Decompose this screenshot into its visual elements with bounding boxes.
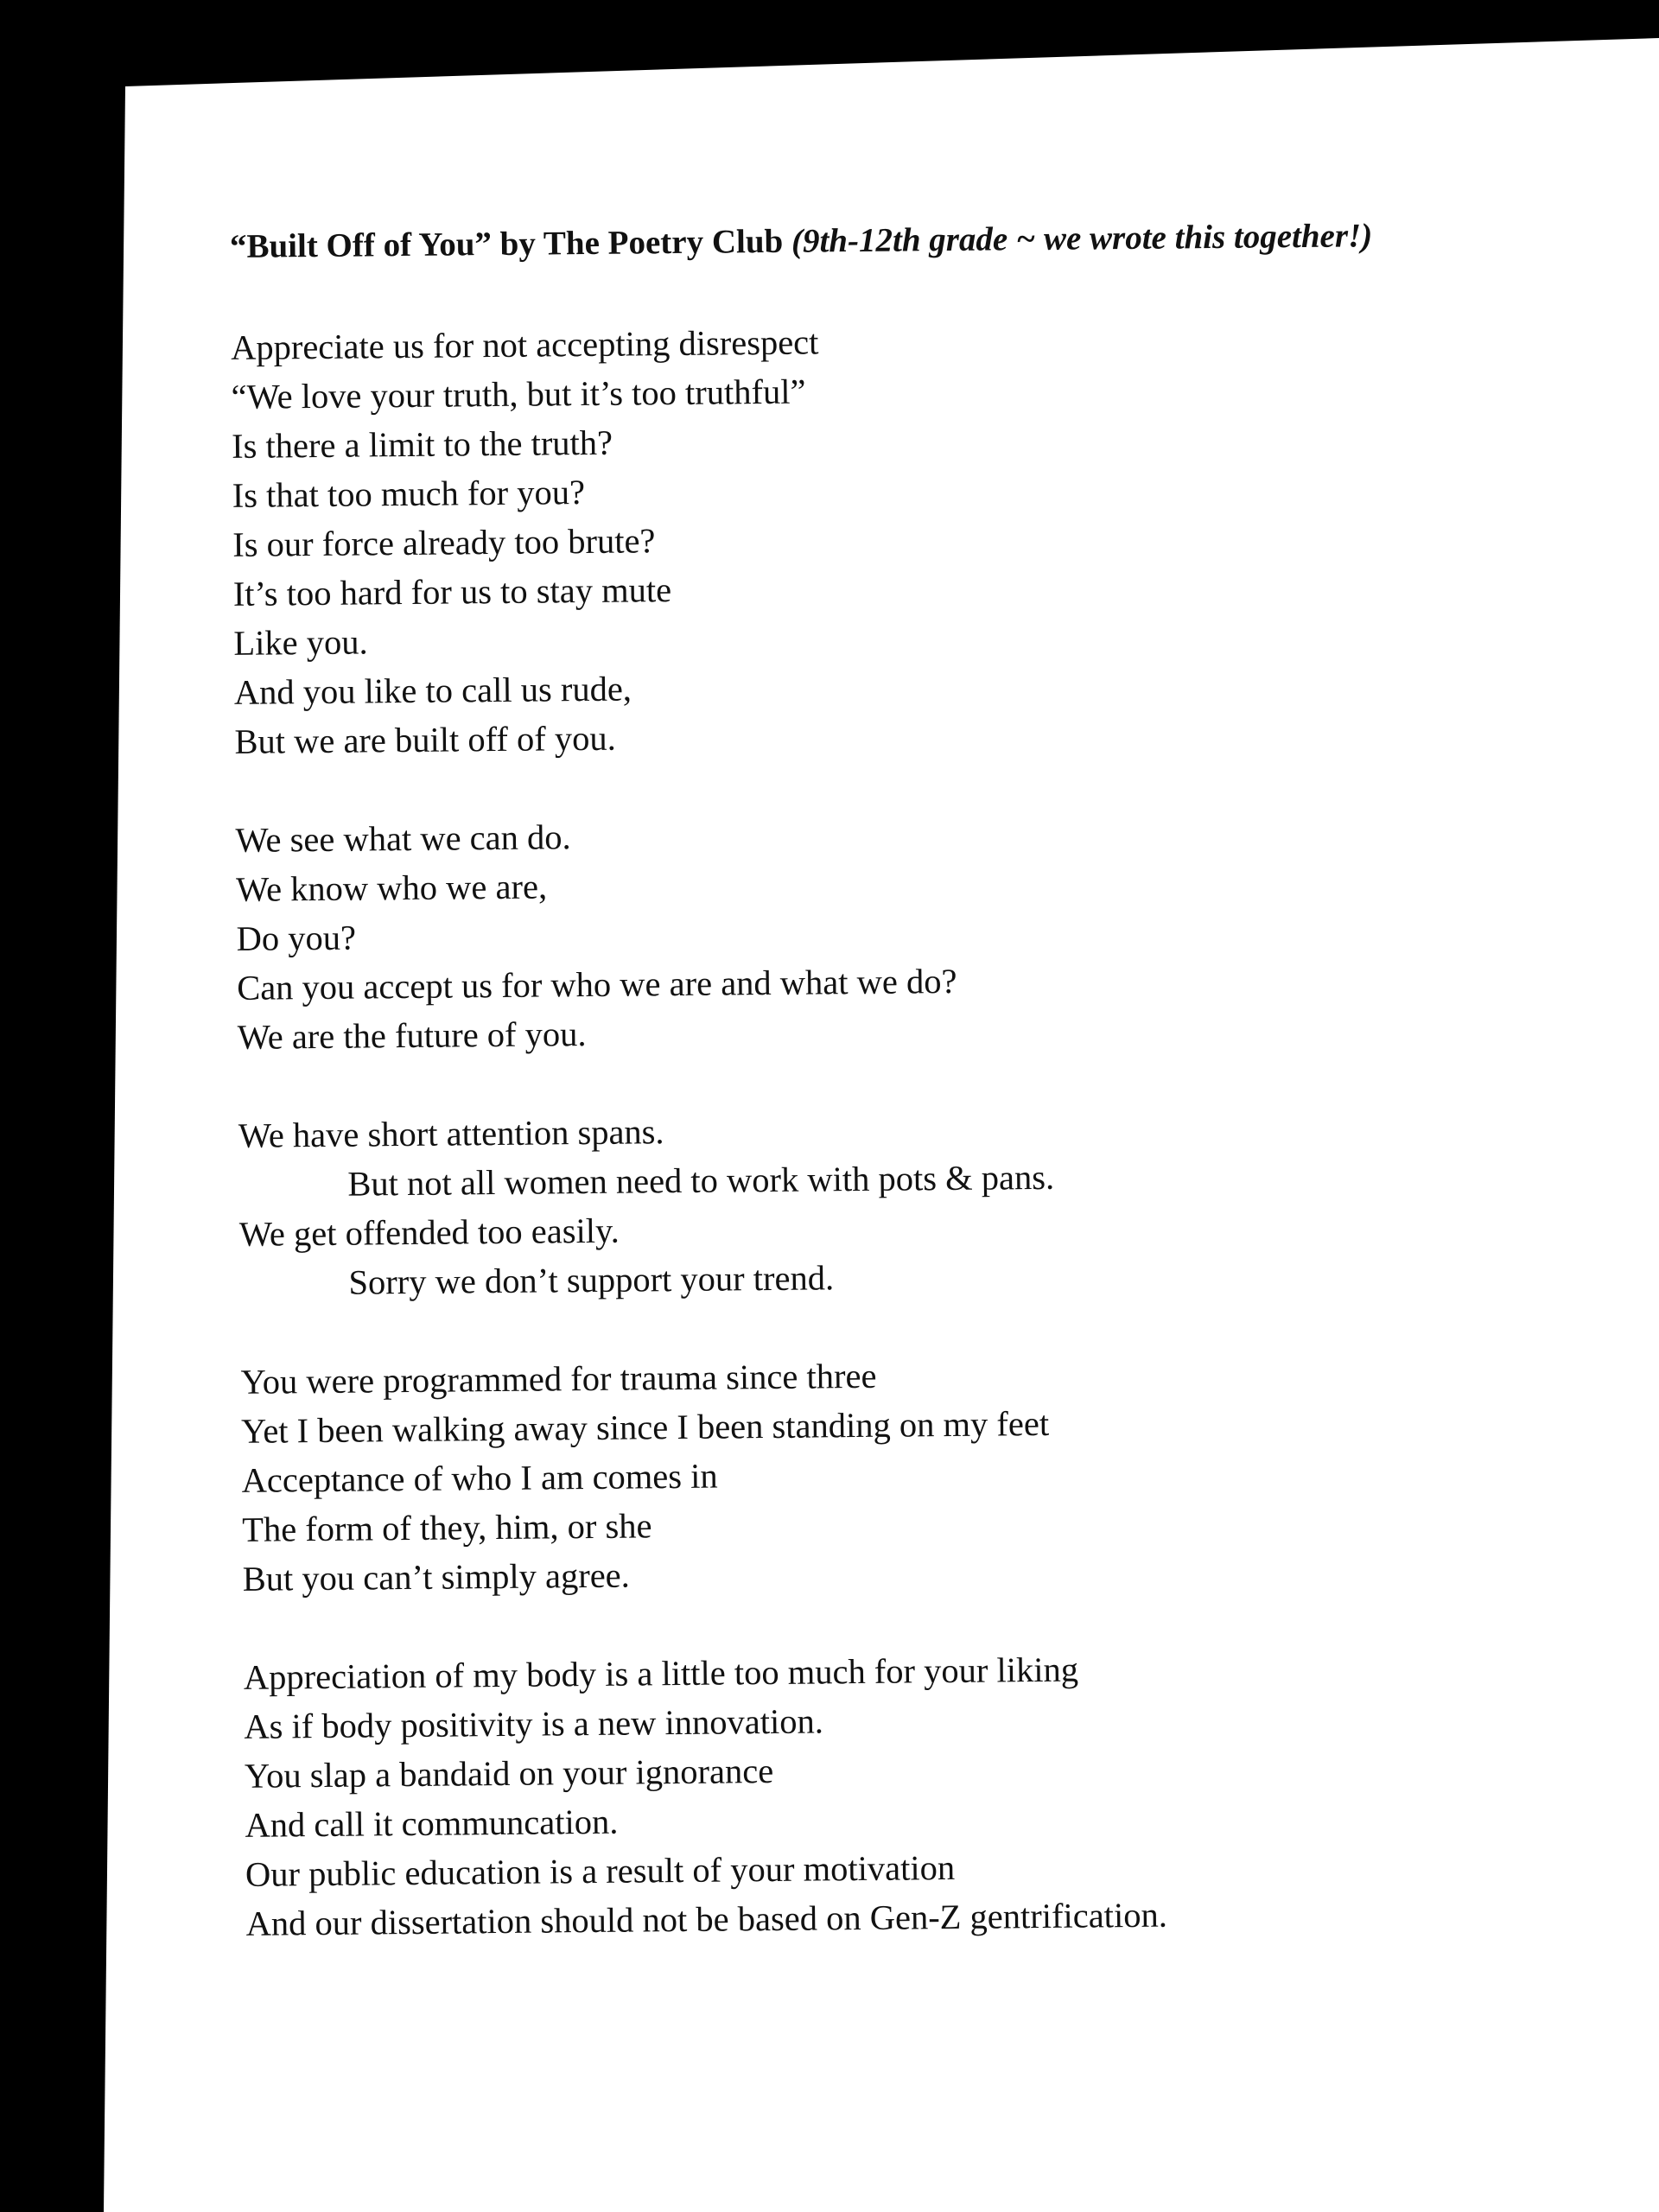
poem-line: You slap a bandaid on your ignorance — [244, 1751, 774, 1796]
poem-line: As if body positivity is a new innovation. — [244, 1701, 824, 1746]
poem-line: Yet I been walking away since I been standing on my feet — [240, 1403, 1050, 1451]
poem-line: And our dissertation should not be based on Gen-Z gentrification. — [245, 1895, 1168, 1943]
poem-line: And call it communcation. — [245, 1802, 619, 1845]
poem-line: Appreciate us for not accepting disrespect — [230, 322, 819, 367]
poem-line: Appreciation of my body is a little too much for your liking — [243, 1649, 1079, 1697]
poem-line: The form of they, him, or she — [241, 1506, 652, 1549]
poem-line: But you can’t simply agree. — [242, 1555, 630, 1599]
poem-line: Is our force already too brute? — [232, 521, 656, 564]
poem-line: Acceptance of who I am comes in — [241, 1456, 718, 1500]
poem-line: And you like to call us rude, — [233, 669, 632, 712]
poem-line: But we are built off of you. — [234, 718, 616, 761]
poem-line: Can you accept us for who we are and what we do? — [236, 961, 957, 1007]
poem-line: We see what we can do. — [235, 817, 571, 860]
poem-line: Is that too much for you? — [232, 473, 586, 515]
poem-line: “We love your truth, but it’s too truthful” — [231, 372, 806, 416]
poem-line-indented: Sorry we don’t support your trend. — [348, 1258, 835, 1302]
poem-line: We know who we are, — [235, 867, 548, 909]
poem-line: Do you? — [236, 918, 357, 958]
poem-line: Is there a limit to the truth? — [231, 423, 613, 466]
poem-line: Our public education is a result of your motivation — [245, 1847, 956, 1894]
poem-line: It’s too hard for us to stay mute — [232, 570, 672, 613]
poem-line: We have short attention spans. — [238, 1112, 664, 1155]
poem-line: We are the future of you. — [237, 1014, 587, 1057]
poem-title — [230, 215, 1373, 268]
poem-line: We get offended too easily. — [238, 1211, 620, 1254]
poem-line: You were programmed for trauma since three — [240, 1356, 877, 1402]
poem-title-note: (9th-12th grade ~ we wrote this together!) — [791, 217, 1373, 260]
poem-line-indented: But not all women need to work with pots & pans. — [347, 1157, 1055, 1204]
poem-line: Like you. — [233, 622, 368, 663]
poem-title-main: “Built Off of You” by The Poetry Club — [229, 222, 784, 265]
